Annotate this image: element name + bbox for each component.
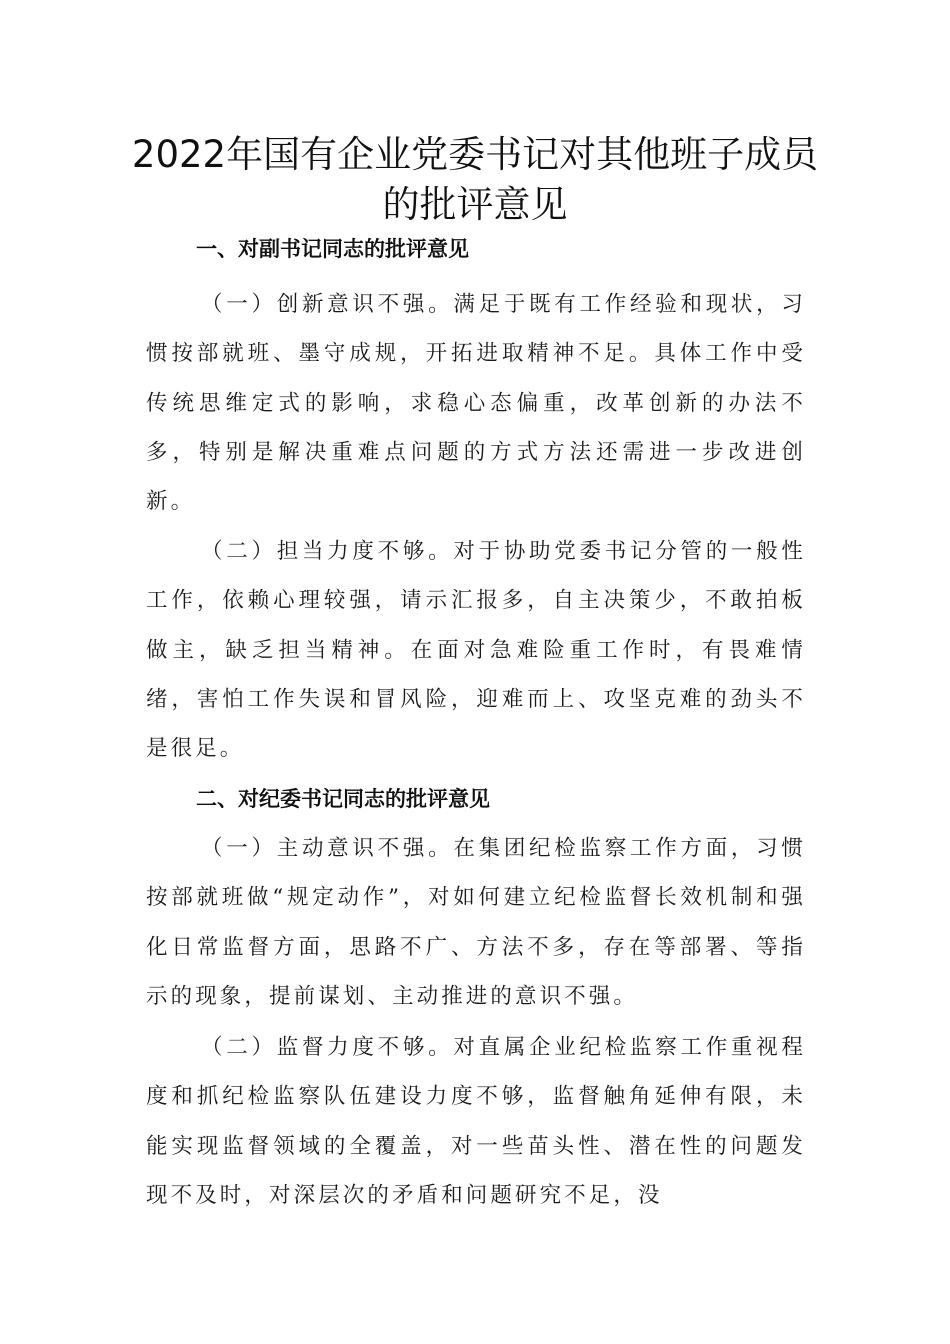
section-1-paragraph-1: （一）创新意识不强。满足于既有工作经验和现状，习惯按部就班、墨守成规，开拓进取精神不足。具体工作中受传统思维定式的影响，求稳心态偏重，改革创新的办法不多，特别是解决重难点问题的方式方法还需进一步改进创新。 <box>146 292 806 515</box>
section-2-paragraph-2: （二）监督力度不够。对直属企业纪检监察工作重视程度和抓纪检监察队伍建设力度不够，监督触角延伸有限，未能实现监督领域的全覆盖，对一些苗头性、潜在性的问题发现不及时，对深层次的矛盾和问题研究不足，没 <box>146 1035 806 1208</box>
section-2-paragraph-1: （一）主动意识不强。在集团纪检监察工作方面，习惯按部就班做“规定动作”，对如何建立纪检监督长效机制和强化日常监督方面，思路不广、方法不多，存在等部署、等指示的现象，提前谋划、主动推进的意识不强。 <box>146 836 806 1009</box>
document-title: 2022年国有企业党委书记对其他班子成员的批评意见 <box>131 133 819 226</box>
section-heading-1: 一、对副书记同志的批评意见 <box>196 237 469 261</box>
section-heading-2: 二、对纪委书记同志的批评意见 <box>196 787 490 811</box>
section-1-paragraph-2: （二）担当力度不够。对于协助党委书记分管的一般性工作，依赖心理较强，请示汇报多，自主决策少，不敢拍板做主，缺乏担当精神。在面对急难险重工作时，有畏难情绪，害怕工作失误和冒风险，迎难而上、攻坚克难的劲头不是很足。 <box>146 539 806 762</box>
